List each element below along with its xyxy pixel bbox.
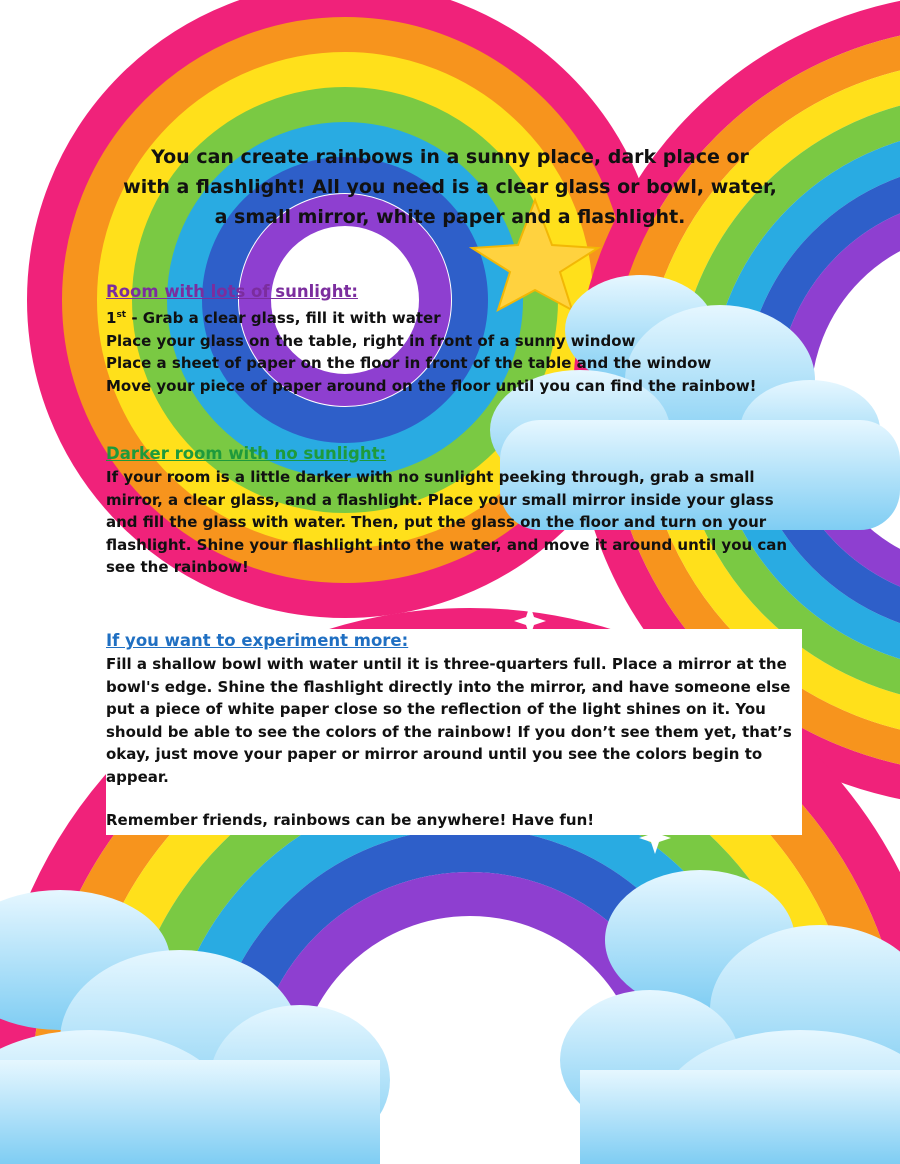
closing-line: Remember friends, rainbows can be anywhere! Have fun! [106, 810, 595, 829]
experiment-paragraph [106, 653, 798, 831]
experiment-box [106, 629, 802, 835]
step-1 [106, 304, 796, 330]
paragraph-line: see the rainbow! [106, 558, 249, 577]
paragraph-line: appear. [106, 767, 169, 786]
paragraph-line: If your room is a little darker with no sunlight peeking through, grab a small [106, 468, 755, 486]
paragraph-line: and fill the glass with water. Then, put the glass on the floor and turn on your [106, 513, 767, 532]
intro-line: You can create rainbows in a sunny place, dark place or [151, 146, 749, 168]
intro-line: a small mirror, white paper and a flashlight. [214, 206, 686, 228]
paragraph-line: Fill a shallow bowl with water until it is three-quarters full. Place a mirror at the [106, 655, 787, 673]
step-4: Move your piece of paper around on the floor until you can find the rainbow! [106, 376, 757, 395]
paragraph-line: should be able to see the colors of the rainbow! If you don’t see them yet, that’s [106, 722, 792, 741]
darker-room-heading: Darker room with no sunlight: [106, 444, 387, 463]
step-1-text: - Grab a clear glass, fill it with water [126, 309, 441, 327]
step-1-superscript: st [116, 310, 127, 320]
paragraph-line: okay, just move your paper or mirror around until you see the colors begin to [106, 745, 763, 764]
paragraph-line: flashlight. Shine your flashlight into the water, and move it around until you can [106, 535, 788, 554]
sunlight-heading: Room with lots of sunlight: [106, 282, 358, 301]
step-1-number: 1 [106, 309, 117, 327]
intro-text [100, 142, 800, 232]
intro-line: with a flashlight! All you need is a clear glass or bowl, water, [123, 176, 777, 198]
darker-room-paragraph [106, 466, 796, 579]
step-3: Place a sheet of paper on the floor in front of the table and the window [106, 354, 712, 373]
paragraph-line: mirror, a clear glass, and a flashlight. Place your small mirror inside your glass [106, 490, 774, 509]
sunlight-section [106, 280, 796, 397]
experiment-section [106, 629, 796, 835]
experiment-heading: If you want to experiment more: [106, 631, 409, 650]
sunlight-steps [106, 304, 796, 397]
step-2: Place your glass on the table, right in front of a sunny window [106, 331, 636, 350]
darker-room-section [106, 442, 796, 579]
paragraph-line: put a piece of white paper close so the reflection of the light shines on it. You [106, 700, 766, 719]
paragraph-line: bowl's edge. Shine the flashlight directly into the mirror, and have someone else [106, 677, 791, 696]
